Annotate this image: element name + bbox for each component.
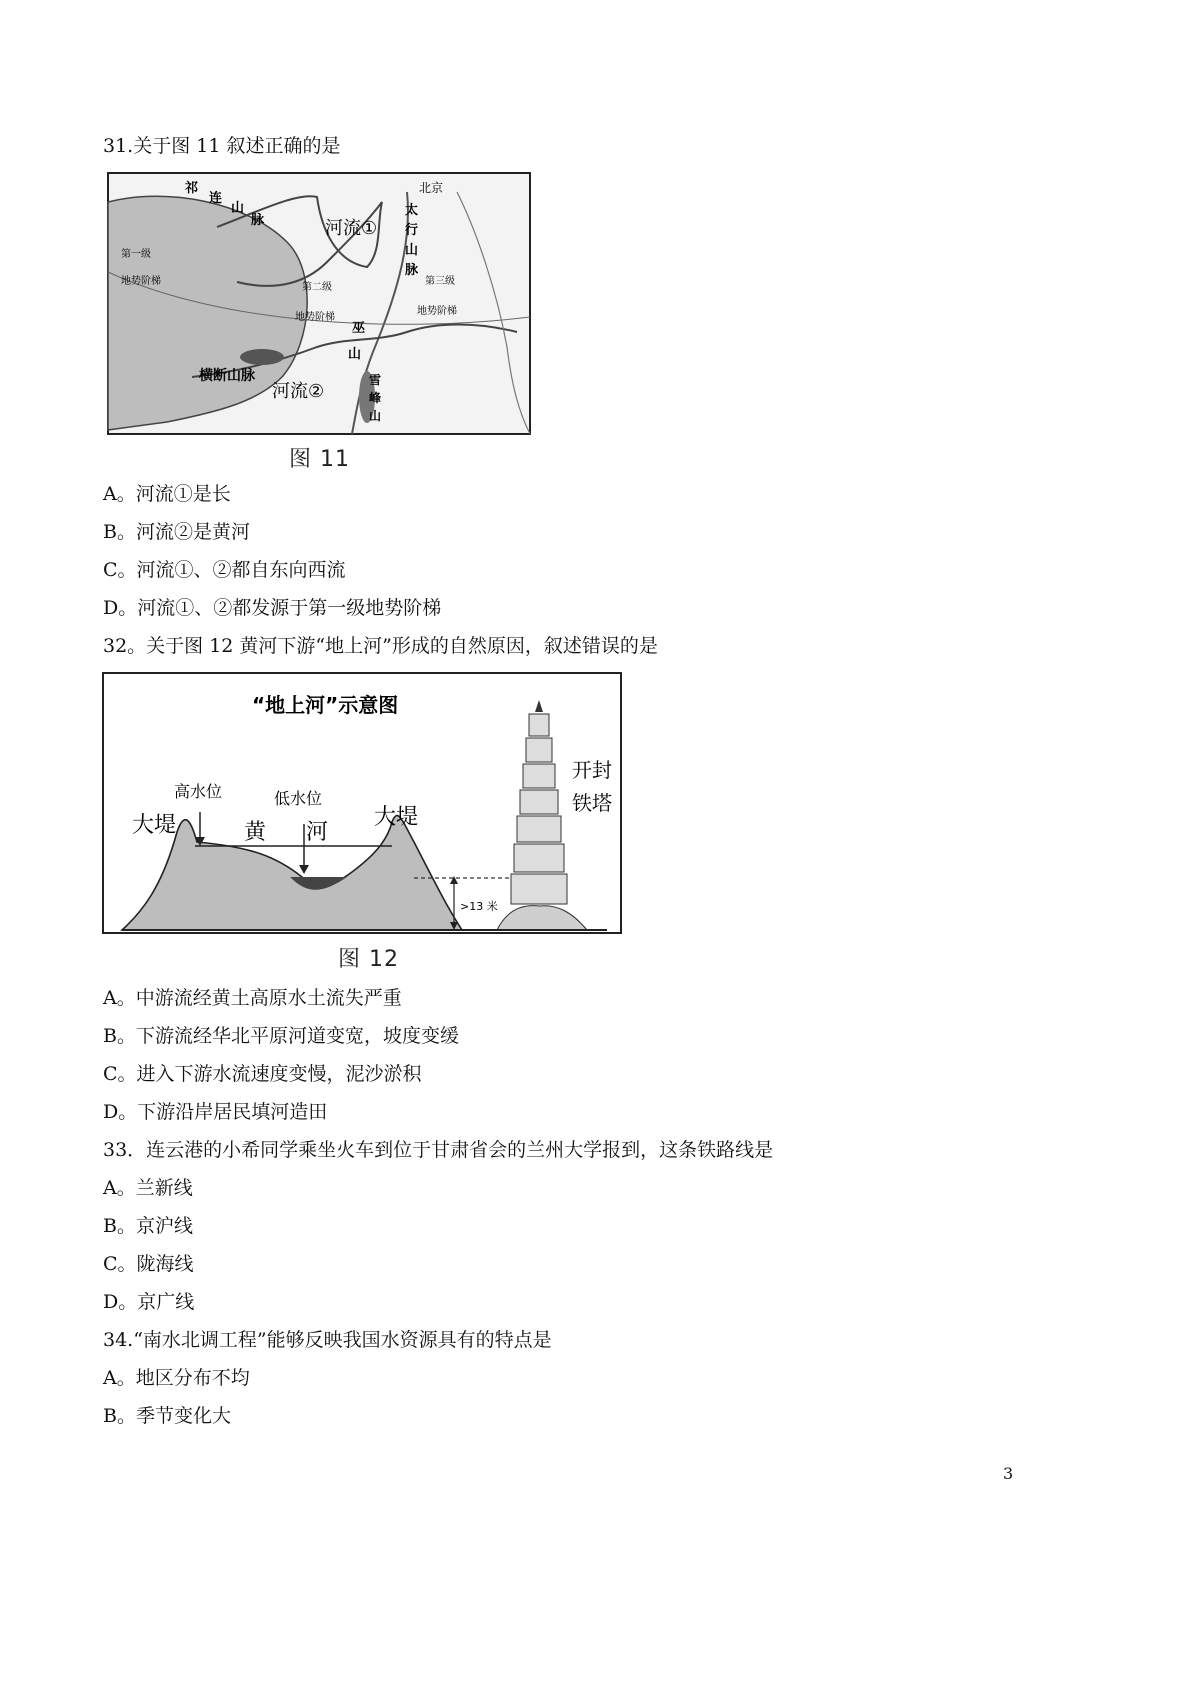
beijing-label: 北京 (419, 181, 444, 195)
high-water-label: 高水位 (174, 782, 223, 801)
taihang-char-3: 山 (405, 243, 419, 258)
figure-11-caption: 图 11 (289, 447, 350, 472)
wushan-char-2: 山 (348, 347, 362, 362)
qilian-char-1: 祁 (185, 181, 199, 196)
q34-option-a: A。地区分布不均 (103, 1367, 250, 1389)
qilian-char-2: 连 (209, 191, 223, 206)
qilian-char-3: 山 (231, 201, 245, 216)
q33-option-d: D。京广线 (103, 1291, 195, 1313)
river-2-label: 河流② (272, 381, 325, 402)
step-1-label-b: 地势阶梯 (121, 276, 161, 287)
q34-stem: 34.“南水北调工程”能够反映我国水资源具有的特点是 (103, 1329, 552, 1351)
taihang-char-1: 太 (405, 203, 419, 218)
figure-12-caption: 图 12 (338, 947, 399, 972)
low-water-label: 低水位 (274, 789, 323, 808)
step-2-label-b: 地势阶梯 (295, 312, 335, 323)
q32-option-a: A。中游流经黄土高原水土流失严重 (103, 987, 402, 1009)
taihang-char-2: 行 (405, 223, 419, 238)
wushan-char-1: 巫 (352, 321, 366, 336)
q31-stem: 31.关于图 11 叙述正确的是 (103, 135, 341, 157)
q33-option-b: B。京沪线 (103, 1215, 193, 1237)
step-1-label-a: 第一级 (121, 249, 151, 260)
page-number: 3 (1003, 1464, 1014, 1483)
xuefeng-char-3: 山 (369, 409, 382, 423)
q34-option-b: B。季节变化大 (103, 1405, 231, 1427)
q32-stem: 32。关于图 12 黄河下游“地上河”形成的自然原因，叙述错误的是 (103, 635, 658, 657)
hengduan-label: 横断山脉 (199, 368, 255, 384)
dike-left-label: 大堤 (132, 813, 177, 838)
q33-option-c: C。陇海线 (103, 1253, 194, 1275)
q33-option-a: A。兰新线 (103, 1177, 193, 1199)
step-2-label-a: 第二级 (302, 282, 332, 293)
q31-option-b: B。河流②是黄河 (103, 521, 250, 543)
q31-option-d: D。河流①、②都发源于第一级地势阶梯 (103, 597, 442, 619)
diagram-title: “地上河”示意图 (252, 693, 399, 717)
xuefeng-char-2: 峰 (369, 391, 382, 405)
q32-option-d: D。下游沿岸居民填河造田 (103, 1101, 328, 1123)
huang-label: 黄 (244, 820, 267, 845)
figure-11-map (107, 172, 531, 435)
he-label: 河 (306, 820, 329, 845)
xuefeng-char-1: 雪 (369, 373, 382, 387)
q32-option-c: C。进入下游水流速度变慢，泥沙淤积 (103, 1063, 422, 1085)
step-3-label-b: 地势阶梯 (417, 306, 457, 317)
q33-stem: 33．连云港的小希同学乘坐火车到位于甘肃省会的兰州大学报到，这条铁路线是 (103, 1139, 774, 1161)
q31-option-c: C。河流①、②都自东向西流 (103, 559, 346, 581)
taihang-char-4: 脉 (405, 263, 419, 278)
iron-tower-label: 铁塔 (572, 791, 612, 815)
river-1-label: 河流① (325, 218, 378, 239)
q32-option-b: B。下游流经华北平原河道变宽，坡度变缓 (103, 1025, 459, 1047)
hengduan-patch (240, 349, 284, 365)
figure-12-diagram (102, 672, 622, 934)
q31-option-a: A。河流①是长 (103, 483, 231, 505)
qilian-char-4: 脉 (251, 213, 265, 228)
height-label: >13 米 (460, 900, 498, 913)
dike-right-label: 大堤 (374, 805, 419, 830)
step-3-label-a: 第三级 (425, 276, 455, 287)
kaifeng-label: 开封 (572, 758, 612, 782)
